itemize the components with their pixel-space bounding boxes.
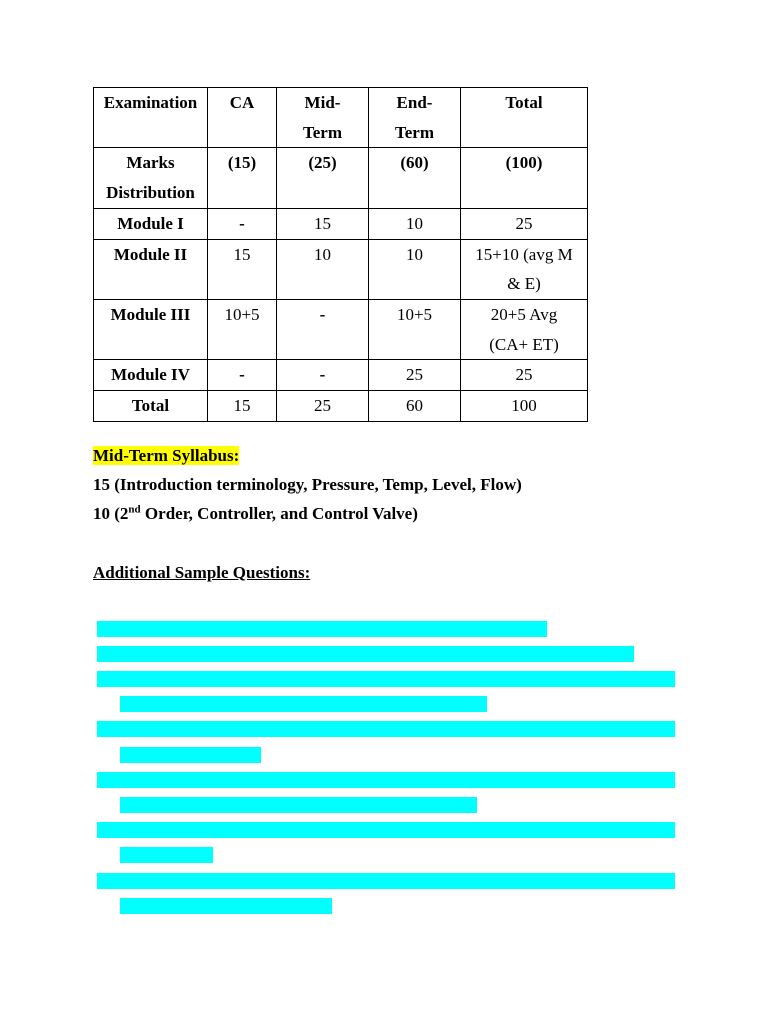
redacted-line <box>97 646 634 662</box>
redacted-line <box>97 671 675 687</box>
row-label: Module III <box>94 299 208 359</box>
header-cell: Total <box>461 88 588 148</box>
questions-heading: Additional Sample Questions: <box>93 563 311 582</box>
table-cell: 15 <box>208 391 277 422</box>
table-cell: 10 <box>369 208 461 239</box>
table-cell: - <box>277 299 369 359</box>
redacted-line <box>97 822 675 838</box>
table-cell: 25 <box>369 360 461 391</box>
table-cell: 25 <box>277 391 369 422</box>
table-cell: - <box>277 360 369 391</box>
redacted-line <box>120 847 213 863</box>
table-cell: 10 <box>369 239 461 299</box>
redacted-line <box>97 772 675 788</box>
table-row <box>94 360 588 391</box>
redacted-line <box>120 696 487 712</box>
table-cell: (100) <box>461 148 588 208</box>
redacted-line <box>120 898 332 914</box>
marks-distribution-row <box>94 148 588 208</box>
marks-table <box>93 87 588 422</box>
table-row <box>94 299 588 359</box>
table-cell: 25 <box>461 208 588 239</box>
table-cell: 15 <box>277 208 369 239</box>
row-label: Total <box>94 391 208 422</box>
table-cell: (25) <box>277 148 369 208</box>
redacted-line <box>97 721 675 737</box>
redacted-line <box>120 797 477 813</box>
row-label: Module IV <box>94 360 208 391</box>
total-row <box>94 391 588 422</box>
table-cell: 10+5 <box>369 299 461 359</box>
header-cell: CA <box>208 88 277 148</box>
table-cell: - <box>208 208 277 239</box>
redacted-line <box>97 873 675 889</box>
table-cell: (15) <box>208 148 277 208</box>
table-cell: 100 <box>461 391 588 422</box>
table-header-row <box>94 88 588 148</box>
table-cell: 25 <box>461 360 588 391</box>
row-label: Module II <box>94 239 208 299</box>
header-cell: Mid- Term <box>277 88 369 148</box>
row-label: Marks Distribution <box>94 148 208 208</box>
syllabus-line-2: 10 (2nd Order, Controller, and Control Valve) <box>93 503 418 523</box>
row-label: Module I <box>94 208 208 239</box>
table-cell: 20+5 Avg (CA+ ET) <box>461 299 588 359</box>
table-cell: - <box>208 360 277 391</box>
syllabus-heading-text: Mid-Term Syllabus: <box>93 446 240 465</box>
redacted-line <box>97 621 547 637</box>
table-cell: (60) <box>369 148 461 208</box>
table-cell: 15 <box>208 239 277 299</box>
table-cell: 15+10 (avg M & E) <box>461 239 588 299</box>
redacted-line <box>120 747 261 763</box>
table-cell: 10 <box>277 239 369 299</box>
table-cell: 10+5 <box>208 299 277 359</box>
header-cell: End- Term <box>369 88 461 148</box>
table-cell: 60 <box>369 391 461 422</box>
header-cell: Examination <box>94 88 208 148</box>
table-row <box>94 208 588 239</box>
syllabus-heading <box>93 446 239 466</box>
syllabus-line-1: 15 (Introduction terminology, Pressure, Temp, Level, Flow) <box>93 475 522 494</box>
table-row <box>94 239 588 299</box>
